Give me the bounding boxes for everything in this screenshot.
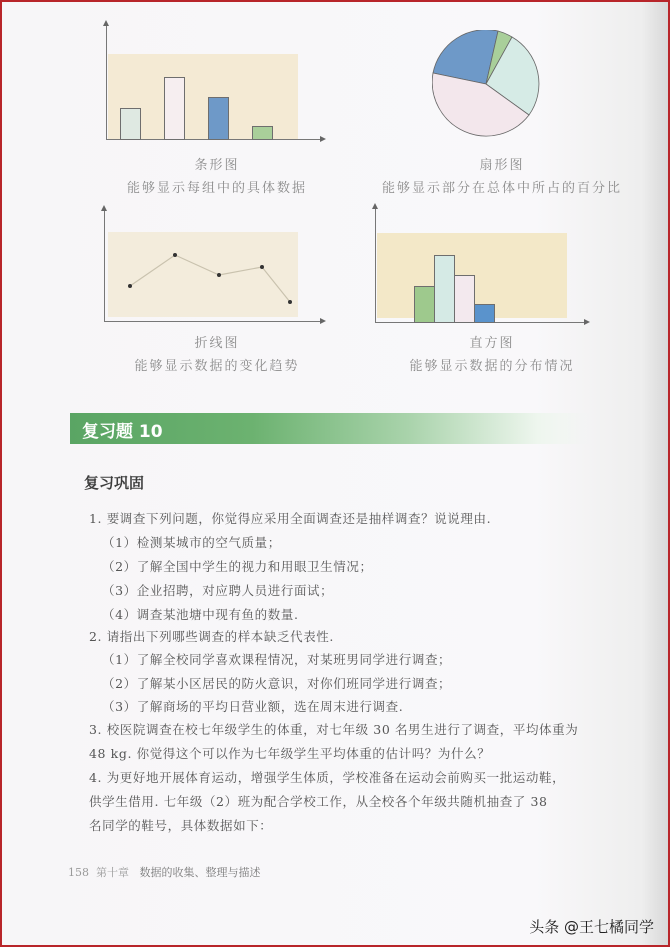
review-banner bbox=[70, 413, 590, 444]
question-1-item: （1）检测某城市的空气质量； bbox=[102, 535, 281, 550]
y-axis bbox=[375, 207, 376, 323]
question-2-stem: 2. 请指出下列哪些调查的样本缺乏代表性. bbox=[89, 629, 334, 644]
pie-chart bbox=[337, 2, 670, 202]
bar-2 bbox=[164, 77, 185, 140]
bar-chart-description: 能够显示每组中的具体数据 bbox=[126, 181, 307, 196]
line-chart-description: 能够显示数据的变化趋势 bbox=[134, 359, 300, 374]
pie-graphic bbox=[432, 30, 540, 138]
histogram-bar-2 bbox=[434, 255, 455, 323]
bar-4 bbox=[252, 126, 273, 140]
y-axis-arrow-icon bbox=[103, 20, 109, 26]
question-4-line: 4. 为更好地开展体育运动，增强学生体质，学校准备在运动会前购买一批运动鞋， bbox=[89, 770, 566, 785]
question-2-item: （2）了解某小区居民的防火意识，对你们班同学进行调查； bbox=[102, 676, 452, 691]
banner-title: 复习题 10 bbox=[82, 422, 163, 442]
bar-3 bbox=[208, 97, 229, 140]
histogram-description: 能够显示数据的分布情况 bbox=[409, 359, 575, 374]
question-1-stem: 1. 要调查下列问题，你觉得应采用全面调查还是抽样调查？说说理由. bbox=[89, 511, 492, 526]
page-footer bbox=[68, 864, 261, 880]
histogram-bar-3 bbox=[454, 275, 475, 323]
question-1-item: （2）了解全国中学生的视力和用眼卫生情况； bbox=[102, 559, 373, 574]
question-3-line: 3. 校医院调查在校七年级学生的体重，对七年级 30 名男生进行了调查，平均体重为 bbox=[89, 722, 579, 737]
x-axis-arrow-icon bbox=[584, 319, 590, 325]
question-4-line: 供学生借用. 七年级（2）班为配合学校工作，从全校各个年级共随机抽查了 38 bbox=[89, 794, 548, 809]
histogram-bar-1 bbox=[414, 286, 435, 323]
bar-chart bbox=[2, 2, 337, 202]
question-2-item: （3）了解商场的平均日营业额，选在周末进行调查. bbox=[102, 699, 404, 714]
pie-chart-title: 扇形图 bbox=[479, 158, 525, 173]
y-axis bbox=[106, 24, 107, 140]
histogram-title: 直方图 bbox=[469, 336, 515, 351]
question-2-item: （1）了解全校同学喜欢课程情况，对某班男同学进行调查； bbox=[102, 652, 452, 667]
line-chart-title: 折线图 bbox=[194, 336, 240, 351]
histogram-bar-4 bbox=[474, 304, 495, 323]
pie-chart-description: 能够显示部分在总体中所占的百分比 bbox=[381, 181, 622, 196]
chapter-title: 数据的收集、整理与描述 bbox=[139, 866, 261, 879]
question-1-item: （4）调查某池塘中现有鱼的数量. bbox=[102, 607, 299, 622]
chapter-label: 第十章 bbox=[96, 866, 129, 879]
x-axis-arrow-icon bbox=[320, 136, 326, 142]
y-axis-arrow-icon bbox=[372, 203, 378, 209]
watermark: 头条 @王七橘同学 bbox=[529, 918, 654, 936]
histogram-chart bbox=[337, 197, 670, 387]
section-title: 复习巩固 bbox=[84, 474, 145, 492]
question-1-item: （3）企业招聘，对应聘人员进行面试； bbox=[102, 583, 334, 598]
question-4-line: 名同学的鞋号，具体数据如下： bbox=[89, 818, 273, 833]
question-3-line: 48 kg. 你觉得这个可以作为七年级学生平均体重的估计吗？为什么？ bbox=[89, 746, 491, 761]
bar-1 bbox=[120, 108, 141, 140]
bar-chart-title: 条形图 bbox=[194, 158, 240, 173]
page-number: 158 bbox=[68, 866, 89, 879]
line-chart bbox=[2, 197, 337, 387]
